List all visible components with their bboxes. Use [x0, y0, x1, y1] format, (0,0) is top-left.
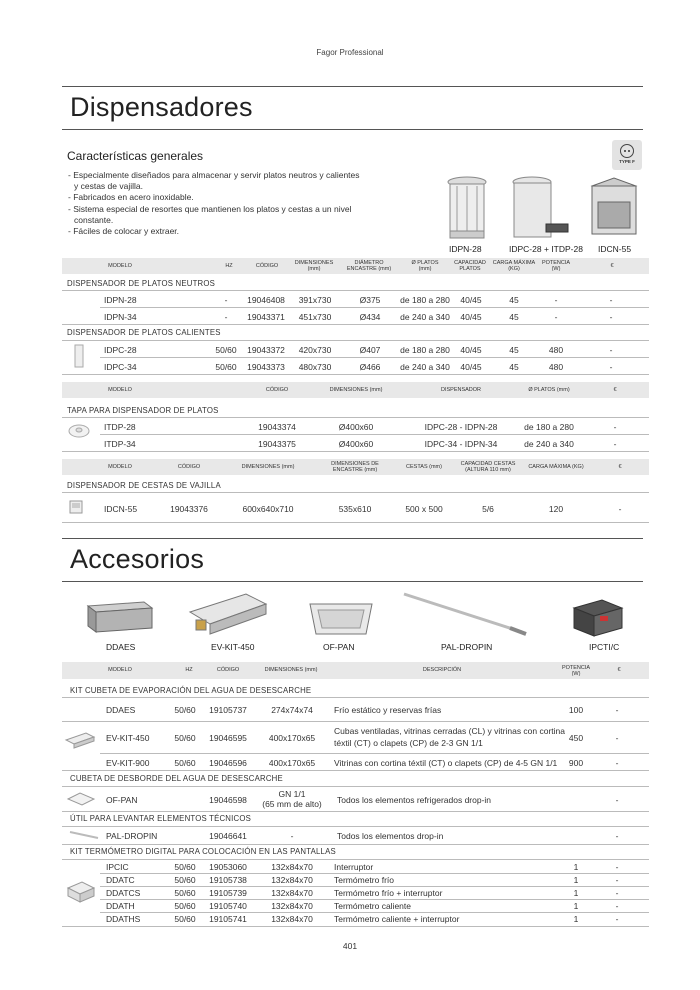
- cell: -: [224, 295, 228, 305]
- table-row: [0, 419, 700, 435]
- cell: 19043374: [258, 422, 296, 432]
- col-header: HZ: [185, 667, 193, 673]
- cell: Vitrinas con cortina téxtil (CT) o clapets (CP) de 4-5 GN 1/1: [334, 758, 558, 768]
- cell: 480: [548, 345, 564, 355]
- cell: -: [615, 888, 619, 898]
- cell: -: [613, 422, 617, 432]
- table-row: [0, 436, 700, 452]
- feature-item: - Especialmente diseñados para almacenar y servir platos neutros y calientes y cestas de vajilla.: [68, 170, 360, 192]
- type-f-plug-badge: [612, 140, 642, 170]
- ev-kit-450-product-image: [186, 590, 270, 638]
- product-label: IDPN-28: [449, 244, 482, 254]
- table-row: [0, 755, 700, 771]
- product-label: IPCTI/C: [589, 642, 620, 652]
- divider: [62, 581, 643, 582]
- cell: -: [615, 875, 619, 885]
- cell: 50/60: [174, 888, 196, 898]
- cell: de 180 a 280: [524, 422, 574, 432]
- col-header: CÓDIGO: [216, 667, 240, 673]
- cell: 50/60: [174, 733, 196, 743]
- cell: 50/60: [174, 914, 196, 924]
- cell: Todos los elementos drop-in: [337, 831, 444, 841]
- divider: [62, 697, 649, 698]
- section-label: DISPENSADOR DE PLATOS NEUTROS: [67, 279, 216, 288]
- col-header: CÓDIGO: [255, 263, 279, 269]
- idcn-55-product-image: [588, 176, 640, 242]
- cell: 391x730: [298, 295, 332, 305]
- col-header: DESCRIPCIÓN: [422, 667, 462, 673]
- cell: IDPC-28: [104, 345, 137, 355]
- cell: 900: [568, 758, 584, 768]
- table-row: [0, 886, 700, 899]
- cell: Ø434: [359, 312, 381, 322]
- cell: téxtil (CT) o clapets (CP) de 2-3 GN 1/1: [334, 738, 483, 748]
- section-subtitle: Características generales: [67, 149, 204, 163]
- cell: DDATCS: [106, 888, 141, 898]
- col-header: DIMENSIONES (mm): [329, 387, 383, 393]
- cell: 19043376: [170, 504, 208, 514]
- cell: IPCIC: [106, 862, 129, 872]
- table-header: [62, 258, 649, 274]
- cell: 40/45: [460, 345, 482, 355]
- cell: 45: [509, 312, 519, 322]
- cell: -: [609, 295, 613, 305]
- table-row: [0, 292, 700, 308]
- cell: IDPC-34 - IDPN-34: [424, 439, 498, 449]
- cell: 1: [573, 888, 579, 898]
- cell: 100: [568, 705, 584, 715]
- idpc-28-product-image: [510, 176, 572, 242]
- cell: -: [609, 362, 613, 372]
- feature-item: - Sistema especial de resortes que mantienen los platos y cestas a un nivel constante.: [68, 203, 352, 225]
- cell: 450: [568, 733, 584, 743]
- cell: -: [290, 831, 294, 841]
- cell: -: [615, 733, 619, 743]
- cell: 19105739: [209, 888, 247, 898]
- cell: 19105740: [209, 901, 247, 911]
- cell: 1: [573, 901, 579, 911]
- col-header: CÓDIGO: [177, 464, 201, 470]
- col-header: €: [618, 464, 622, 470]
- divider: [100, 753, 649, 754]
- col-header: DIMENSIONES (mm): [264, 667, 318, 673]
- col-header: €: [613, 387, 617, 393]
- section-label: CUBETA DE DESBORDE DEL AGUA DE DESESCARCHE: [70, 774, 283, 783]
- cell: 19046408: [247, 295, 285, 305]
- divider: [62, 340, 649, 341]
- product-label: EV-KIT-450: [211, 642, 255, 652]
- cell: 1: [573, 862, 579, 872]
- cell: 19043373: [247, 362, 285, 372]
- section-label: DISPENSADOR DE PLATOS CALIENTES: [67, 328, 221, 337]
- table-row: [0, 724, 700, 752]
- cell: -: [554, 312, 558, 322]
- divider: [100, 357, 649, 358]
- col-header: €: [617, 667, 621, 673]
- cell: 132x84x70: [271, 901, 313, 911]
- pal-dropin-product-image: [400, 590, 530, 638]
- product-label: IDCN-55: [598, 244, 632, 254]
- cell: -: [615, 758, 619, 768]
- cell: 40/45: [460, 312, 482, 322]
- cell: Todos los elementos refrigerados drop-in: [337, 795, 492, 805]
- cell: IDPN-34: [104, 312, 137, 322]
- cell: -: [615, 901, 619, 911]
- cell: DDATHS: [106, 914, 141, 924]
- cell: 19043372: [247, 345, 285, 355]
- divider: [62, 786, 649, 787]
- cell: 132x84x70: [271, 888, 313, 898]
- col-header: POTENCIA (W): [561, 665, 591, 677]
- cell: IDCN-55: [104, 504, 138, 514]
- cell: 5/6: [482, 504, 494, 514]
- cell: 535x610: [338, 504, 372, 514]
- cell: 1: [573, 875, 579, 885]
- cell: -: [615, 795, 619, 805]
- features-list: [66, 170, 366, 237]
- cell: 45: [509, 295, 519, 305]
- cell: 50/60: [215, 345, 237, 355]
- col-header: CÓDIGO: [265, 387, 289, 393]
- cell: DDATC: [106, 875, 135, 885]
- section-label: KIT TERMÓMETRO DIGITAL PARA COLOCACIÓN EN LAS PANTALLAS: [70, 847, 336, 856]
- cell: 19046596: [209, 758, 247, 768]
- divider: [62, 492, 649, 493]
- of-pan-product-image: [308, 598, 374, 640]
- divider: [62, 417, 649, 418]
- cell: IDPC-34: [104, 362, 137, 372]
- table-row: [0, 828, 700, 844]
- cell: 400x170x65: [268, 758, 316, 768]
- table-header: [62, 459, 649, 475]
- cell: 50/60: [174, 758, 196, 768]
- divider: [62, 374, 649, 375]
- cell: 120: [548, 504, 564, 514]
- feature-item: - Fabricados en acero inoxidable.: [68, 192, 194, 203]
- table-header: [62, 382, 649, 398]
- feature-item: - Fáciles de colocar y extraer.: [68, 226, 180, 237]
- col-header: MODELO: [108, 387, 132, 393]
- cell: 132x84x70: [271, 862, 313, 872]
- product-label: OF-PAN: [323, 642, 355, 652]
- cell: 50/60: [174, 705, 196, 715]
- section-label: DISPENSADOR DE CESTAS DE VAJILLA: [67, 481, 221, 490]
- cell: (65 mm de alto): [262, 799, 322, 809]
- divider: [100, 434, 649, 435]
- cell: 50/60: [174, 875, 196, 885]
- section-label: KIT CUBETA DE EVAPORACIÓN DEL AGUA DE DESESCARCHE: [70, 686, 312, 695]
- cell: Termómetro frío: [334, 875, 394, 885]
- cell: 19046595: [209, 733, 247, 743]
- cell: 480x730: [298, 362, 332, 372]
- cell: 40/45: [460, 295, 482, 305]
- col-header: POTENCIA (W): [541, 260, 571, 272]
- cell: de 240 a 340: [400, 312, 450, 322]
- col-header: €: [610, 263, 614, 269]
- divider: [62, 129, 643, 130]
- cell: 45: [509, 345, 519, 355]
- col-header: DIMENSIONES DE ENCASTRE (mm): [331, 461, 379, 473]
- page-title-accesorios: Accesorios: [70, 544, 205, 574]
- col-header: Ø PLATOS (mm): [528, 387, 570, 393]
- col-header: DIMENSIONES (mm): [241, 464, 295, 470]
- cell: 19053060: [209, 862, 247, 872]
- col-header: Ø PLATOS (mm): [411, 260, 439, 272]
- product-label: DDAES: [106, 642, 136, 652]
- cell: DDATH: [106, 901, 135, 911]
- col-header: CAPACIDAD CESTAS (ALTURA 110 mm): [460, 461, 516, 473]
- cell: 132x84x70: [271, 875, 313, 885]
- cell: 132x84x70: [271, 914, 313, 924]
- divider: [62, 721, 649, 722]
- product-label: IDPC-28 + ITDP-28: [509, 244, 583, 254]
- col-header: MODELO: [108, 263, 132, 269]
- cell: EV-KIT-900: [106, 758, 150, 768]
- cell: Termómetro caliente: [334, 901, 412, 911]
- cell: Ø400x60: [338, 439, 374, 449]
- divider: [62, 826, 649, 827]
- divider: [62, 926, 649, 927]
- cell: 420x730: [298, 345, 332, 355]
- cell: -: [615, 914, 619, 924]
- cell: de 180 a 280: [400, 295, 450, 305]
- cell: IDPC-28 - IDPN-28: [424, 422, 498, 432]
- table-row: [0, 789, 700, 811]
- divider: [62, 86, 643, 87]
- cell: Cubas ventiladas, vitrinas cerradas (CL) y vitrinas con cortina: [334, 726, 566, 736]
- cell: -: [615, 705, 619, 715]
- cell: Ø375: [359, 295, 381, 305]
- cell: -: [609, 312, 613, 322]
- cell: Termómetro caliente + interruptor: [334, 914, 460, 924]
- cell: PAL-DROPIN: [106, 831, 158, 841]
- product-label: PAL-DROPIN: [441, 642, 493, 652]
- cell: 50/60: [174, 862, 196, 872]
- table-row: [0, 501, 700, 517]
- cell: 274x74x74: [271, 705, 313, 715]
- table-row: [0, 359, 700, 375]
- table-row: [0, 912, 700, 925]
- page-title-dispensadores: Dispensadores: [70, 92, 253, 122]
- cell: ITDP-34: [104, 439, 136, 449]
- col-header: HZ: [225, 263, 233, 269]
- brand-header: Fagor Professional: [316, 48, 384, 57]
- cell: -: [224, 312, 228, 322]
- divider: [100, 307, 649, 308]
- idpn-28-product-image: [445, 176, 490, 242]
- table-header: [62, 662, 649, 679]
- divider: [62, 451, 649, 452]
- cell: Termómetro frío + interruptor: [334, 888, 443, 898]
- col-header: MODELO: [108, 464, 132, 470]
- cell: Ø466: [359, 362, 381, 372]
- cell: DDAES: [106, 705, 136, 715]
- cell: de 240 a 340: [524, 439, 574, 449]
- table-row: [0, 702, 700, 718]
- cell: 19043371: [247, 312, 285, 322]
- cell: 451x730: [298, 312, 332, 322]
- cell: 19043375: [258, 439, 296, 449]
- section-label: ÚTIL PARA LEVANTAR ELEMENTOS TÉCNICOS: [70, 814, 251, 823]
- col-header: MODELO: [108, 667, 132, 673]
- ddaes-product-image: [86, 598, 154, 638]
- col-header: DIÁMETRO ENCASTRE (mm): [346, 260, 392, 272]
- page-number: 401: [342, 941, 358, 951]
- table-row: [0, 899, 700, 912]
- col-header: DIMENSIONES (mm): [294, 260, 334, 272]
- cell: 19046641: [209, 831, 247, 841]
- divider: [62, 522, 649, 523]
- cell: 400x170x65: [268, 733, 316, 743]
- cell: 50/60: [174, 901, 196, 911]
- cell: 19105738: [209, 875, 247, 885]
- cell: de 180 a 280: [400, 345, 450, 355]
- cell: Interruptor: [334, 862, 374, 872]
- cell: EV-KIT-450: [106, 733, 150, 743]
- cell: 45: [509, 362, 519, 372]
- cell: 50/60: [215, 362, 237, 372]
- cell: Ø407: [359, 345, 381, 355]
- cell: -: [609, 345, 613, 355]
- ipcti-c-product-image: [572, 598, 624, 640]
- col-header: CARGA MÁXIMA (KG): [492, 260, 536, 272]
- cell: -: [613, 439, 617, 449]
- col-header: CESTAS (mm): [406, 464, 442, 470]
- cell: Frío estático y reservas frías: [334, 705, 442, 715]
- divider: [62, 290, 649, 291]
- cell: GN 1/1: [278, 789, 306, 799]
- table-row: [0, 309, 700, 325]
- divider: [62, 844, 649, 845]
- cell: ITDP-28: [104, 422, 136, 432]
- table-row: [0, 342, 700, 358]
- divider: [62, 770, 649, 771]
- table-row: [0, 873, 700, 886]
- cell: 600x640x710: [242, 504, 294, 514]
- cell: -: [618, 504, 622, 514]
- cell: 19046598: [209, 795, 247, 805]
- cell: 500 x 500: [405, 504, 443, 514]
- cell: 480: [548, 362, 564, 372]
- col-header: DISPENSADOR: [440, 387, 482, 393]
- cell: 19105737: [209, 705, 247, 715]
- cell: 1: [573, 914, 579, 924]
- cell: OF-PAN: [106, 795, 138, 805]
- divider: [62, 324, 649, 325]
- cell: -: [615, 831, 619, 841]
- cell: Ø400x60: [338, 422, 374, 432]
- cell: IDPN-28: [104, 295, 137, 305]
- table-row: [0, 860, 700, 873]
- col-header: CARGA MÁXIMA (KG): [528, 464, 584, 470]
- cell: de 240 a 340: [400, 362, 450, 372]
- cell: -: [615, 862, 619, 872]
- col-header: CAPACIDAD PLATOS: [454, 260, 486, 272]
- section-label: TAPA PARA DISPENSADOR DE PLATOS: [67, 406, 219, 415]
- divider: [62, 811, 649, 812]
- cell: 40/45: [460, 362, 482, 372]
- divider: [62, 538, 643, 539]
- cell: 19105741: [209, 914, 247, 924]
- badge-label: TYPE F: [619, 159, 635, 164]
- cell: -: [554, 295, 558, 305]
- plug-socket-icon: [620, 144, 634, 158]
